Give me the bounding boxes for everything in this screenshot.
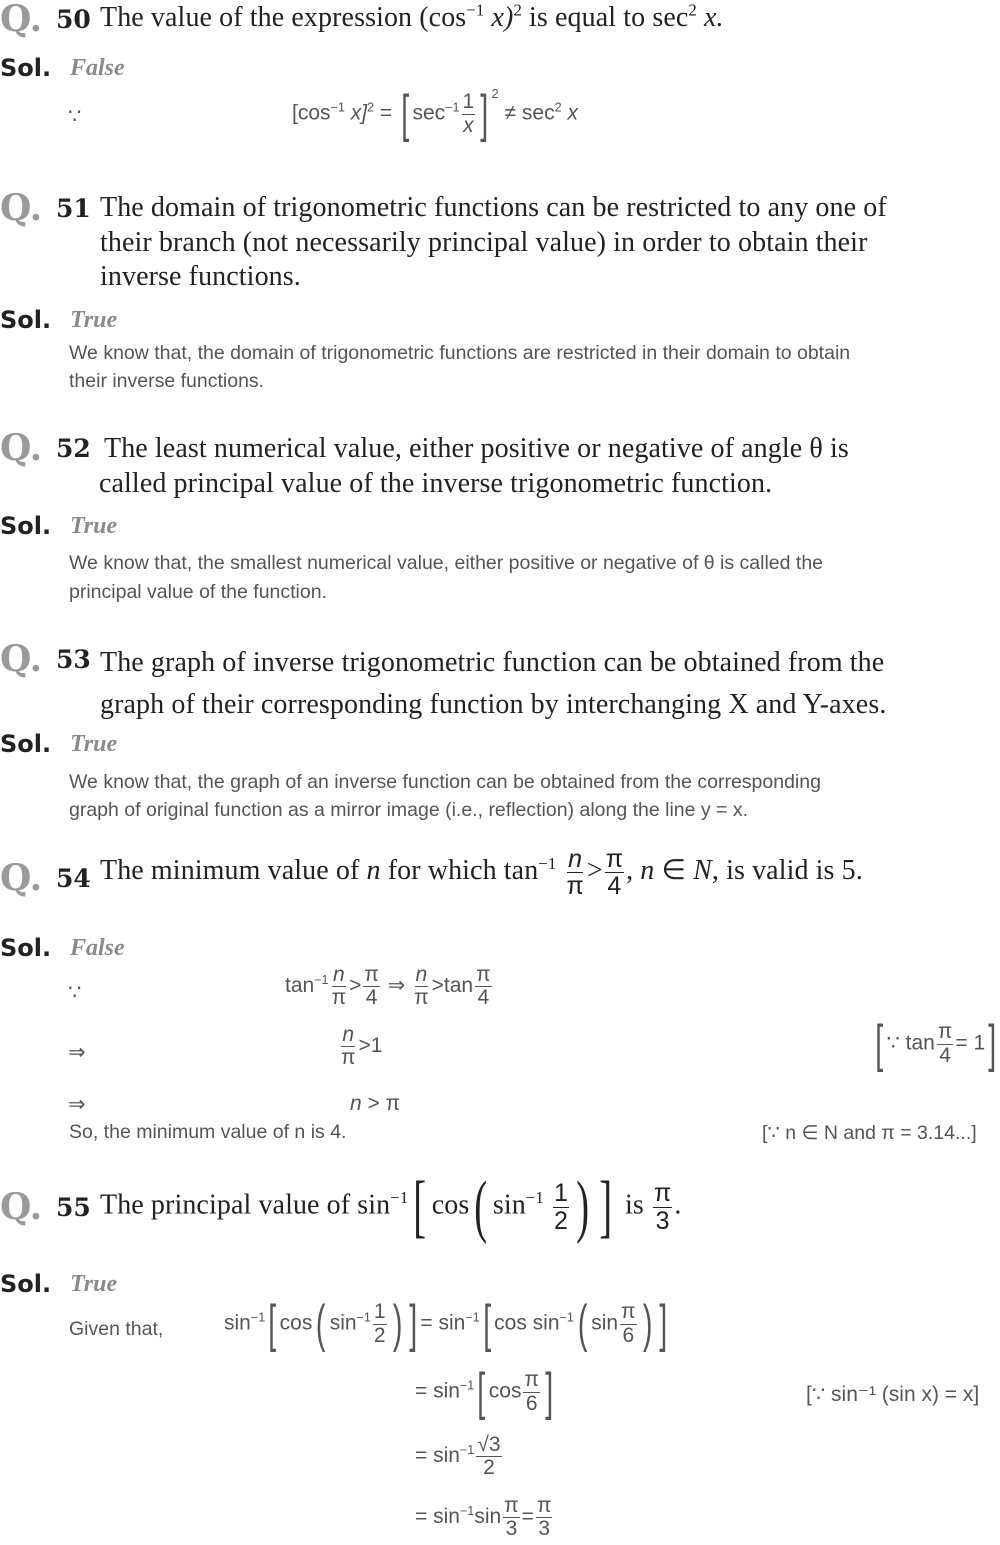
because-symbol: ∵ <box>68 105 82 128</box>
question-text: The value of the expression ($\cos^{-1}$ x)$^2$ is equal to $\sec^2 x$. <box>100 0 724 33</box>
verdict-true: True <box>70 307 118 333</box>
solution-label: Sol. <box>0 1270 52 1298</box>
step-reason: [ ∵ tan $\frac{\pi}{4}$ = 1] <box>875 1015 997 1073</box>
step-symbol: ⇒ <box>68 1093 86 1116</box>
given-label: Given that, <box>69 1318 164 1340</box>
question-text: The least numerical value, either positive or negative of angle θ is called principal value of the inverse trigonometric function. <box>99 433 849 499</box>
solution-label: Sol. <box>0 306 52 334</box>
solution-label: Sol. <box>0 730 52 758</box>
question-text: The domain of trigonometric functions can be restricted to any one of their branch (not necessarily principal value) in order to obtain their inverse functions. <box>100 192 887 292</box>
verdict-false: False <box>70 55 125 81</box>
step-expression: $\tan^{-1}$ $\frac{n}{\pi}$ > $\frac{\pi}{4}$ ⇒ $\frac{n}{\pi}$ >tan $\frac{\pi}{4}$ <box>285 963 491 1010</box>
question-marker: Q. <box>0 638 43 680</box>
question-number: 50 <box>56 5 91 34</box>
solution-label: Sol. <box>0 54 52 82</box>
question-text: The graph of inverse trigonometric function can be obtained from the graph of their corresponding function by interchanging X and Y-axes. <box>100 647 887 720</box>
question-number: 54 <box>56 864 91 893</box>
solution-equation: [$\cos^{-1}$ x]$^2$ = [ $\sec^{-1}$ $\frac{1}{x}$ ] $^2 \ne \sec^2 x$ <box>292 85 578 143</box>
question-text: The principal value of $\sin^{-1}$[ cos( $\sin^{-1}$ $\frac{1}{2}$ ) ] is $\frac{\pi}{3}$ . <box>100 1168 682 1245</box>
question-marker: Q. <box>0 1186 43 1228</box>
solution-label: Sol. <box>0 512 52 540</box>
question-marker: Q. <box>0 857 43 899</box>
step-symbol: ∵ <box>68 981 82 1004</box>
solution-label: Sol. <box>0 934 52 962</box>
question-number: 51 <box>56 194 91 223</box>
question-marker: Q. <box>0 427 43 469</box>
verdict-true: True <box>70 1271 118 1297</box>
solution-explanation: We know that, the graph of an inverse function can be obtained from the corresponding graph of original function as a mirror image (i.e., reflection) along the line y = x. <box>69 771 821 821</box>
verdict-false: False <box>70 935 125 961</box>
solution-explanation: We know that, the domain of trigonometric functions are restricted in their domain to obtain their inverse functions. <box>69 342 851 392</box>
conclusion-reason: [∵ n ∈ N and π = 3.14...] <box>762 1122 977 1144</box>
step-expression: = $\sin^{-1}$ $\frac{√3}{2}$ <box>415 1433 501 1480</box>
question-number: 53 <box>56 645 91 674</box>
step-expression: $\sin^{-1}$[ cos( $\sin^{-1}$ $\frac{1}{2}$ ) ] = $\sin^{-1}$[ $\cos \sin^{-1}$( sin $\frac{\pi}{6}$ ) ] <box>224 1295 668 1353</box>
question-number: 52 <box>56 434 91 463</box>
step-reason: [∵ sin⁻¹ (sin x) = x] <box>806 1383 980 1406</box>
verdict-true: True <box>70 513 118 539</box>
step-expression: = $\sin^{-1}\sin$ $\frac{\pi}{3}$ = $\frac{\pi}{3}$ <box>415 1494 552 1541</box>
step-expression: = $\sin^{-1}$[ cos $\frac{\pi}{6}$ ] <box>415 1363 554 1421</box>
step-expression: n > π <box>350 1092 401 1115</box>
conclusion-text: So, the minimum value of n is 4. <box>69 1121 347 1143</box>
question-text: The minimum value of n for which $\tan^{-1}$ $\frac{n}{\pi}$ > $\frac{\pi}{4}$ , n ∈ N, is valid is 5. <box>100 845 863 901</box>
step-symbol: ⇒ <box>68 1041 86 1064</box>
solution-explanation: We know that, the smallest numerical value, either positive or negative of θ is called the principal value of the function. <box>69 552 824 603</box>
question-marker: Q. <box>0 0 43 40</box>
step-expression: $\frac{n}{\pi}$ >1 <box>341 1023 383 1070</box>
question-number: 55 <box>56 1193 91 1222</box>
question-marker: Q. <box>0 187 43 229</box>
verdict-true: True <box>70 731 118 757</box>
